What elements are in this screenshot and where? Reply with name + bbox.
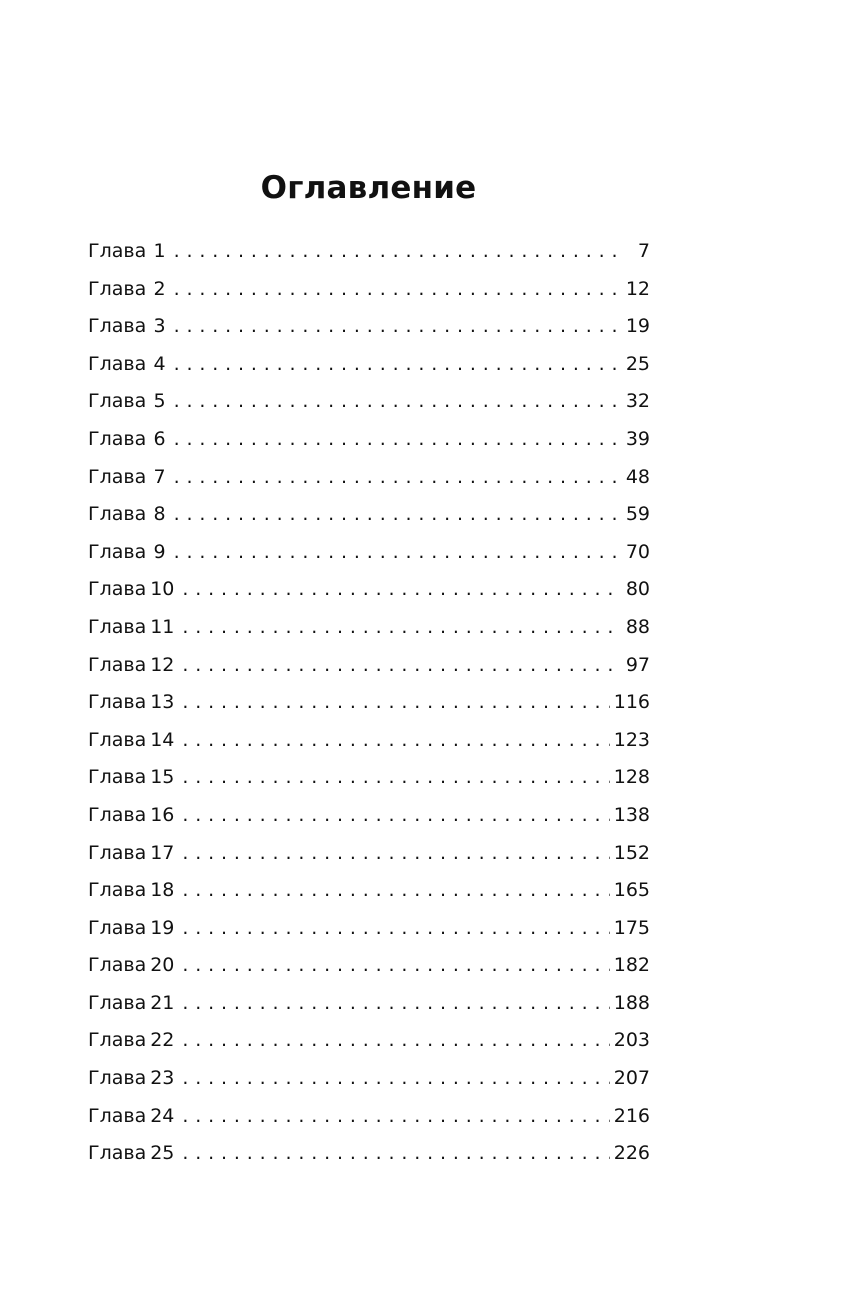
page-number: 12	[625, 277, 650, 300]
chapter-word: Глава	[88, 277, 147, 300]
toc-entry-18[interactable]	[88, 872, 650, 910]
dot-leader	[182, 985, 609, 1023]
chapter-word: Глава	[88, 352, 147, 375]
chapter-word: Глава	[88, 240, 147, 262]
chapter-number: 14	[150, 728, 175, 751]
toc-entry-23[interactable]	[88, 1060, 650, 1098]
toc-entry-3[interactable]	[88, 308, 650, 346]
dot-leader	[174, 534, 620, 572]
page-number: 25	[625, 352, 650, 375]
chapter-word: Глава	[88, 991, 147, 1014]
chapter-word: Глава	[88, 390, 147, 413]
chapter-word: Глава	[88, 879, 147, 902]
toc-entry-21[interactable]	[88, 985, 650, 1023]
chapter-number: 3	[153, 315, 166, 338]
page-number: 39	[625, 427, 650, 450]
chapter-number: 18	[150, 879, 175, 902]
dot-leader	[182, 571, 620, 609]
dot-leader	[174, 459, 620, 497]
toc-entry-19[interactable]	[88, 910, 650, 948]
page-number: 207	[613, 1067, 650, 1090]
toc-entry-12[interactable]	[88, 647, 650, 685]
chapter-number: 17	[150, 841, 175, 864]
chapter-number: 22	[150, 1029, 175, 1052]
chapter-number: 11	[150, 615, 175, 638]
chapter-word: Глава	[88, 578, 147, 601]
chapter-word: Глава	[88, 615, 147, 638]
page-number: 19	[625, 315, 650, 338]
chapter-number: 15	[150, 766, 175, 789]
dot-leader	[182, 722, 609, 760]
chapter-number: 16	[150, 803, 175, 826]
dot-leader	[182, 872, 609, 910]
dot-leader	[182, 797, 609, 835]
toc-entry-1[interactable]	[88, 233, 650, 271]
toc-entry-13[interactable]	[88, 684, 650, 722]
toc-entry-2[interactable]	[88, 271, 650, 309]
toc-entry-11[interactable]	[88, 609, 650, 647]
dot-leader	[174, 496, 620, 534]
chapter-word: Глава	[88, 653, 147, 676]
chapter-number: 19	[150, 916, 175, 939]
dot-leader	[174, 308, 620, 346]
page-number: 175	[613, 916, 650, 939]
toc-entry-10[interactable]	[88, 571, 650, 609]
page-number: 138	[613, 803, 650, 826]
dot-leader	[182, 759, 609, 797]
chapter-word: Глава	[88, 315, 147, 338]
toc-entry-5[interactable]	[88, 383, 650, 421]
dot-leader	[174, 421, 620, 459]
page-title: Оглавление	[260, 170, 477, 206]
page-number: 165	[613, 879, 650, 902]
toc-entry-8[interactable]	[88, 496, 650, 534]
toc-entry-22[interactable]	[88, 1022, 650, 1060]
chapter-word: Глава	[88, 1029, 147, 1052]
chapter-word: Глава	[88, 1142, 147, 1165]
dot-leader	[174, 346, 620, 384]
chapter-number: 1	[153, 240, 166, 262]
dot-leader	[182, 609, 620, 647]
chapter-word: Глава	[88, 766, 147, 789]
dot-leader	[182, 1135, 609, 1173]
page-number: 182	[613, 954, 650, 977]
chapter-word: Глава	[88, 1104, 147, 1127]
dot-leader	[182, 647, 620, 685]
chapter-number: 5	[153, 390, 166, 413]
page-number: 48	[625, 465, 650, 488]
dot-leader	[182, 947, 609, 985]
dot-leader	[182, 910, 609, 948]
chapter-number: 7	[153, 465, 166, 488]
chapter-word: Глава	[88, 841, 147, 864]
chapter-number: 9	[153, 540, 166, 563]
chapter-number: 4	[153, 352, 166, 375]
dot-leader	[182, 1022, 609, 1060]
chapter-number: 6	[153, 427, 166, 450]
chapter-word: Глава	[88, 503, 147, 526]
dot-leader	[174, 271, 620, 309]
toc-entry-9[interactable]	[88, 534, 650, 572]
chapter-word: Глава	[88, 728, 147, 751]
toc-entry-20[interactable]	[88, 947, 650, 985]
page-number: 226	[613, 1142, 650, 1165]
chapter-word: Глава	[88, 1067, 147, 1090]
chapter-number: 8	[153, 503, 166, 526]
page-number: 80	[625, 578, 650, 601]
chapter-word: Глава	[88, 916, 147, 939]
page-number: 203	[613, 1029, 650, 1052]
page-number: 70	[625, 540, 650, 563]
page-number: 152	[613, 841, 650, 864]
page-number: 97	[625, 653, 650, 676]
chapter-number: 10	[150, 578, 175, 601]
chapter-word: Глава	[88, 691, 147, 714]
dot-leader	[174, 233, 620, 271]
chapter-word: Глава	[88, 540, 147, 563]
toc-entry-7[interactable]	[88, 459, 650, 497]
chapter-number: 21	[150, 991, 175, 1014]
chapter-number: 25	[150, 1142, 175, 1165]
dot-leader	[182, 835, 609, 873]
chapter-number: 24	[150, 1104, 175, 1127]
dot-leader	[182, 684, 609, 722]
page-number: 59	[625, 503, 650, 526]
page-number: 188	[613, 991, 650, 1014]
page-number: 7	[637, 240, 650, 262]
dot-leader	[174, 383, 620, 421]
dot-leader	[182, 1060, 609, 1098]
chapter-word: Глава	[88, 427, 147, 450]
page-number: 128	[613, 766, 650, 789]
toc-entry-4[interactable]	[88, 346, 650, 384]
chapter-number: 12	[150, 653, 175, 676]
toc-entry-15[interactable]	[88, 759, 650, 797]
page-number: 116	[613, 691, 650, 714]
toc-entry-6[interactable]	[88, 421, 650, 459]
toc-entry-17[interactable]	[88, 835, 650, 873]
toc-entry-14[interactable]	[88, 722, 650, 760]
toc-entry-25[interactable]	[88, 1135, 650, 1173]
chapter-word: Глава	[88, 803, 147, 826]
chapter-word: Глава	[88, 954, 147, 977]
chapter-number: 20	[150, 954, 175, 977]
toc-entry-16[interactable]	[88, 797, 650, 835]
page-number: 216	[613, 1104, 650, 1127]
page-number: 88	[625, 615, 650, 638]
chapter-number: 2	[153, 277, 166, 300]
chapter-word: Глава	[88, 465, 147, 488]
page-number: 32	[625, 390, 650, 413]
dot-leader	[182, 1098, 609, 1136]
toc-entry-24[interactable]	[88, 1098, 650, 1136]
chapter-number: 23	[150, 1067, 175, 1090]
toc-list	[88, 233, 650, 1173]
page-number: 123	[613, 728, 650, 751]
chapter-number: 13	[150, 691, 175, 714]
